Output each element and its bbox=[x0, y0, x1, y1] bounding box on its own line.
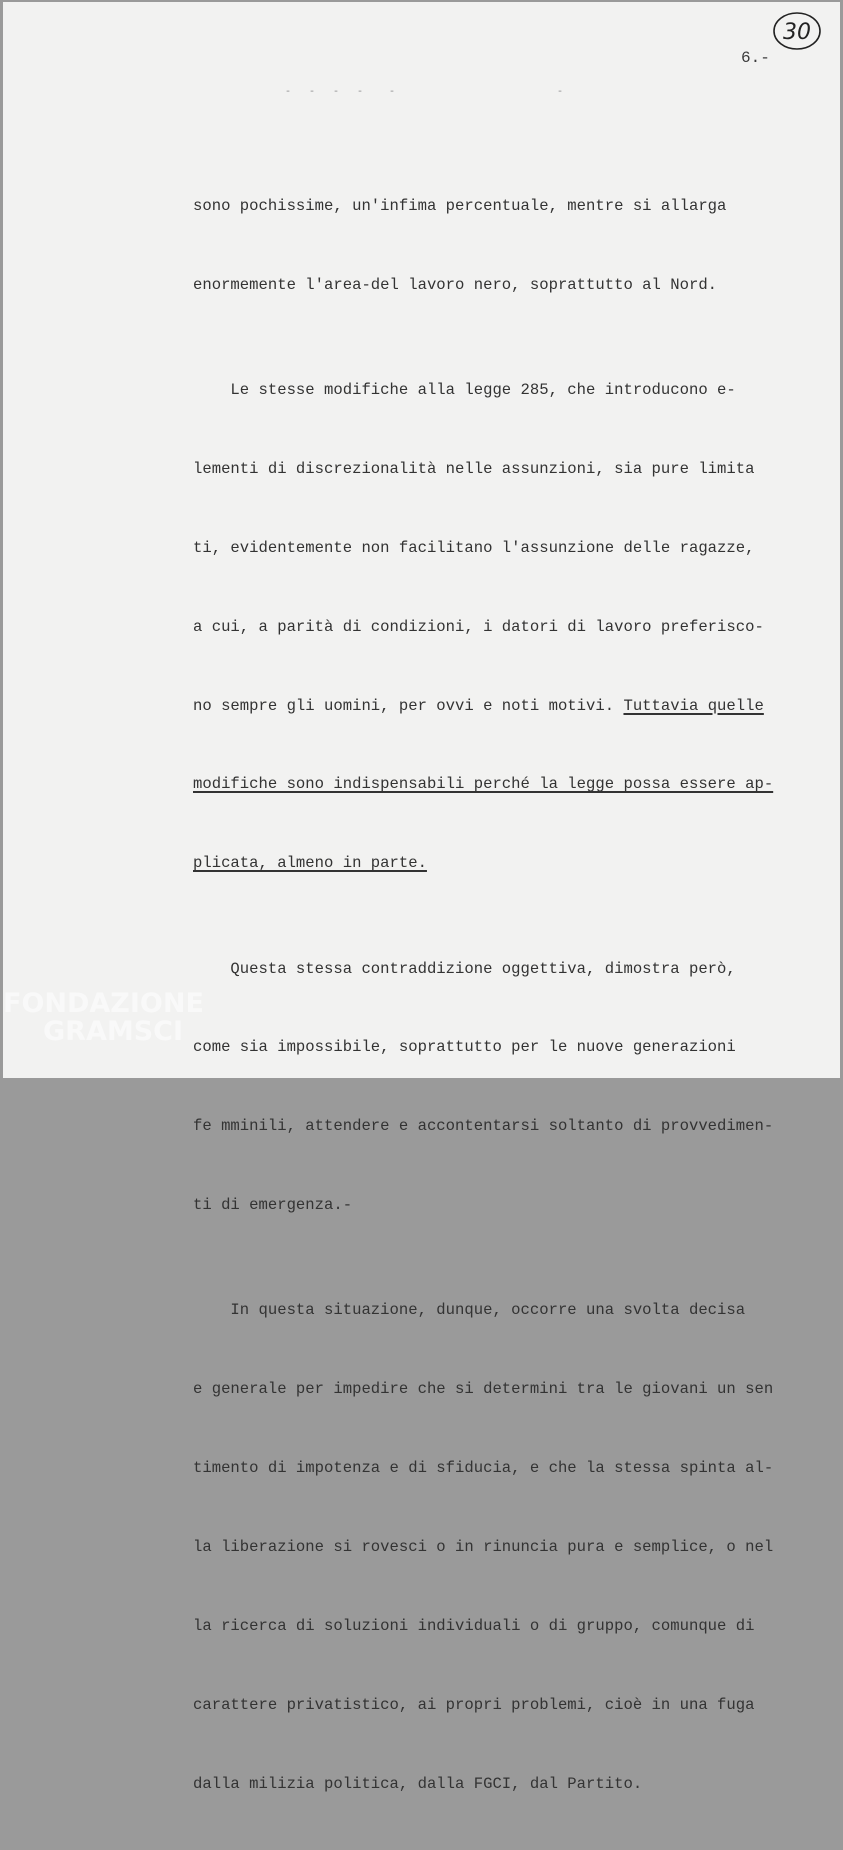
dash-marks: - - - - - - bbox=[285, 87, 566, 98]
text-line: ti, evidentemente non facilitano l'assunzione delle ragazze, bbox=[193, 538, 755, 557]
text-line bbox=[193, 693, 823, 719]
text-line: lementi di discrezionalità nelle assunzioni, sia pure limita bbox=[193, 459, 755, 478]
text-line: dalla milizia politica, dalla FGCI, dal Partito. bbox=[193, 1774, 643, 1793]
page-number: 6.- bbox=[741, 49, 770, 67]
text-line: ti di emergenza.- bbox=[193, 1196, 353, 1215]
body-text bbox=[193, 114, 823, 1850]
archive-stamp bbox=[771, 10, 823, 52]
text-line: la liberazione si rovesci o in rinuncia pura e semplice, o nel bbox=[193, 1538, 774, 1557]
text-line: e generale per impedire che si determini tra le giovani un sen bbox=[193, 1380, 774, 1399]
text-line: come sia impossibile, soprattutto per le nuove generazioni bbox=[193, 1038, 736, 1057]
text-line bbox=[193, 771, 823, 797]
text-line: a cui, a parità di condizioni, i datori di lavoro preferisco- bbox=[193, 617, 764, 636]
archive-stamp-number: 30 bbox=[783, 20, 811, 45]
text-line: carattere privatistico, ai propri problemi, cioè in una fuga bbox=[193, 1695, 755, 1714]
text-line: la ricerca di soluzioni individuali o di gruppo, comunque di bbox=[193, 1616, 755, 1635]
watermark-logo bbox=[3, 990, 204, 1046]
underlined-text: Tuttavia quelle bbox=[623, 696, 764, 715]
text-line: enormemente l'area-del lavoro nero, soprattutto al Nord. bbox=[193, 275, 718, 294]
text-line: In questa situazione, dunque, occorre una svolta decisa bbox=[193, 1301, 746, 1320]
text-line: timento di impotenza e di sfiducia, e che la stessa spinta al- bbox=[193, 1459, 774, 1478]
watermark-line-2: GRAMSCI bbox=[43, 1016, 184, 1047]
text-line: Questa stessa contraddizione oggettiva, dimostra però, bbox=[193, 959, 736, 978]
text-line bbox=[193, 850, 823, 876]
underlined-text: plicata, almeno in parte. bbox=[193, 854, 427, 873]
underlined-text: modifiche sono indispensabili perché la legge possa essere ap- bbox=[193, 775, 774, 794]
text-segment: no sempre gli uomini, per ovvi e noti motivi. bbox=[193, 696, 624, 715]
watermark-line-1: FONDAZIONE bbox=[3, 988, 204, 1019]
document-page bbox=[3, 2, 840, 1793]
text-line: Le stesse modifiche alla legge 285, che introducono e- bbox=[193, 380, 736, 399]
text-line: sono pochissime, un'infima percentuale, mentre si allarga bbox=[193, 196, 727, 215]
text-line: fe mminili, attendere e accontentarsi soltanto di provvedimen- bbox=[193, 1117, 774, 1136]
